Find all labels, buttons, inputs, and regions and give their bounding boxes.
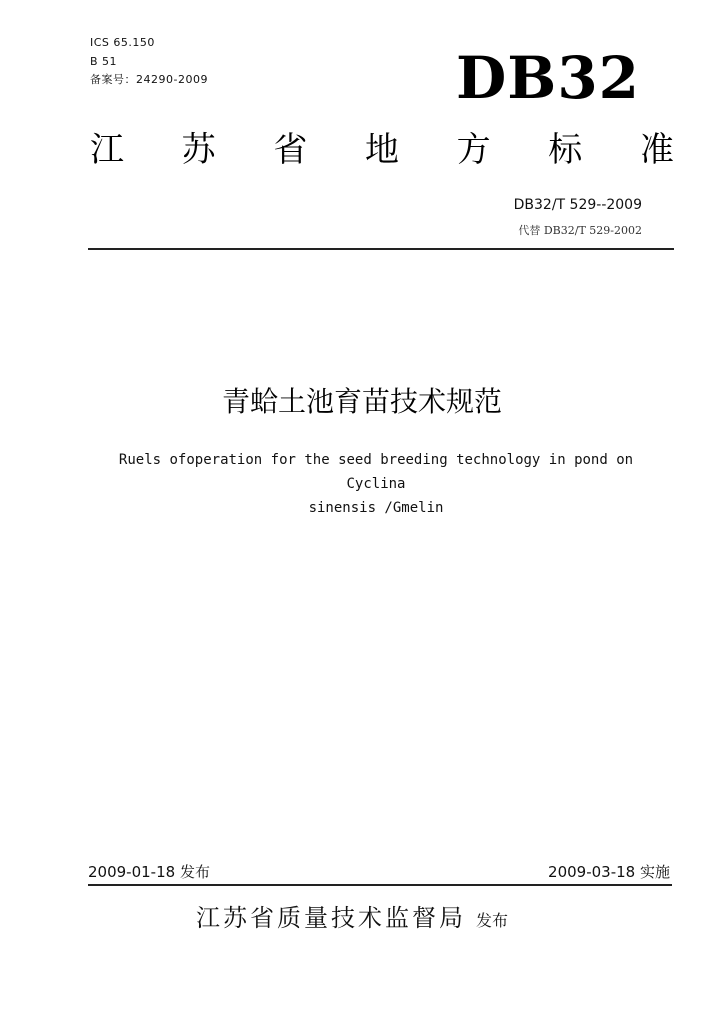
ics-code: ICS 65.150: [90, 36, 155, 49]
issue-date: 2009-01-18 发布: [88, 863, 210, 881]
chinese-title: 青蛤土池育苗技术规范: [221, 385, 502, 418]
publisher: [196, 902, 508, 937]
publisher-org: 江苏省质量技术监督局: [196, 904, 466, 932]
publisher-action: 发布: [476, 911, 509, 930]
province-standard-title: [90, 130, 674, 170]
classification-code: B 51: [90, 55, 118, 68]
top-divider: [88, 248, 674, 250]
english-title-line: sinensis /Gmelin: [308, 500, 444, 516]
province-title-char: 苏: [181, 130, 216, 170]
bottom-divider: [88, 884, 672, 886]
province-title-char: 地: [364, 130, 399, 170]
province-title-char: 江: [90, 130, 124, 170]
record-number: 备案号：24290-2009: [90, 73, 208, 86]
english-title-line: Ruels ofoperation for the seed breeding technology in pond on Cyclina: [118, 452, 634, 492]
province-title-char: 准: [639, 130, 674, 170]
implementation-date: 2009-03-18 实施: [548, 863, 670, 881]
province-title-char: 省: [273, 130, 308, 170]
province-title-char: 标: [548, 130, 583, 170]
standard-number: DB32/T 529--2009: [513, 197, 642, 213]
english-title: [86, 448, 666, 520]
replaces-standard: 代替 DB32/T 529-2002: [518, 224, 642, 237]
province-title-char: 方: [456, 130, 491, 170]
db32-logo: DB32: [456, 44, 641, 112]
